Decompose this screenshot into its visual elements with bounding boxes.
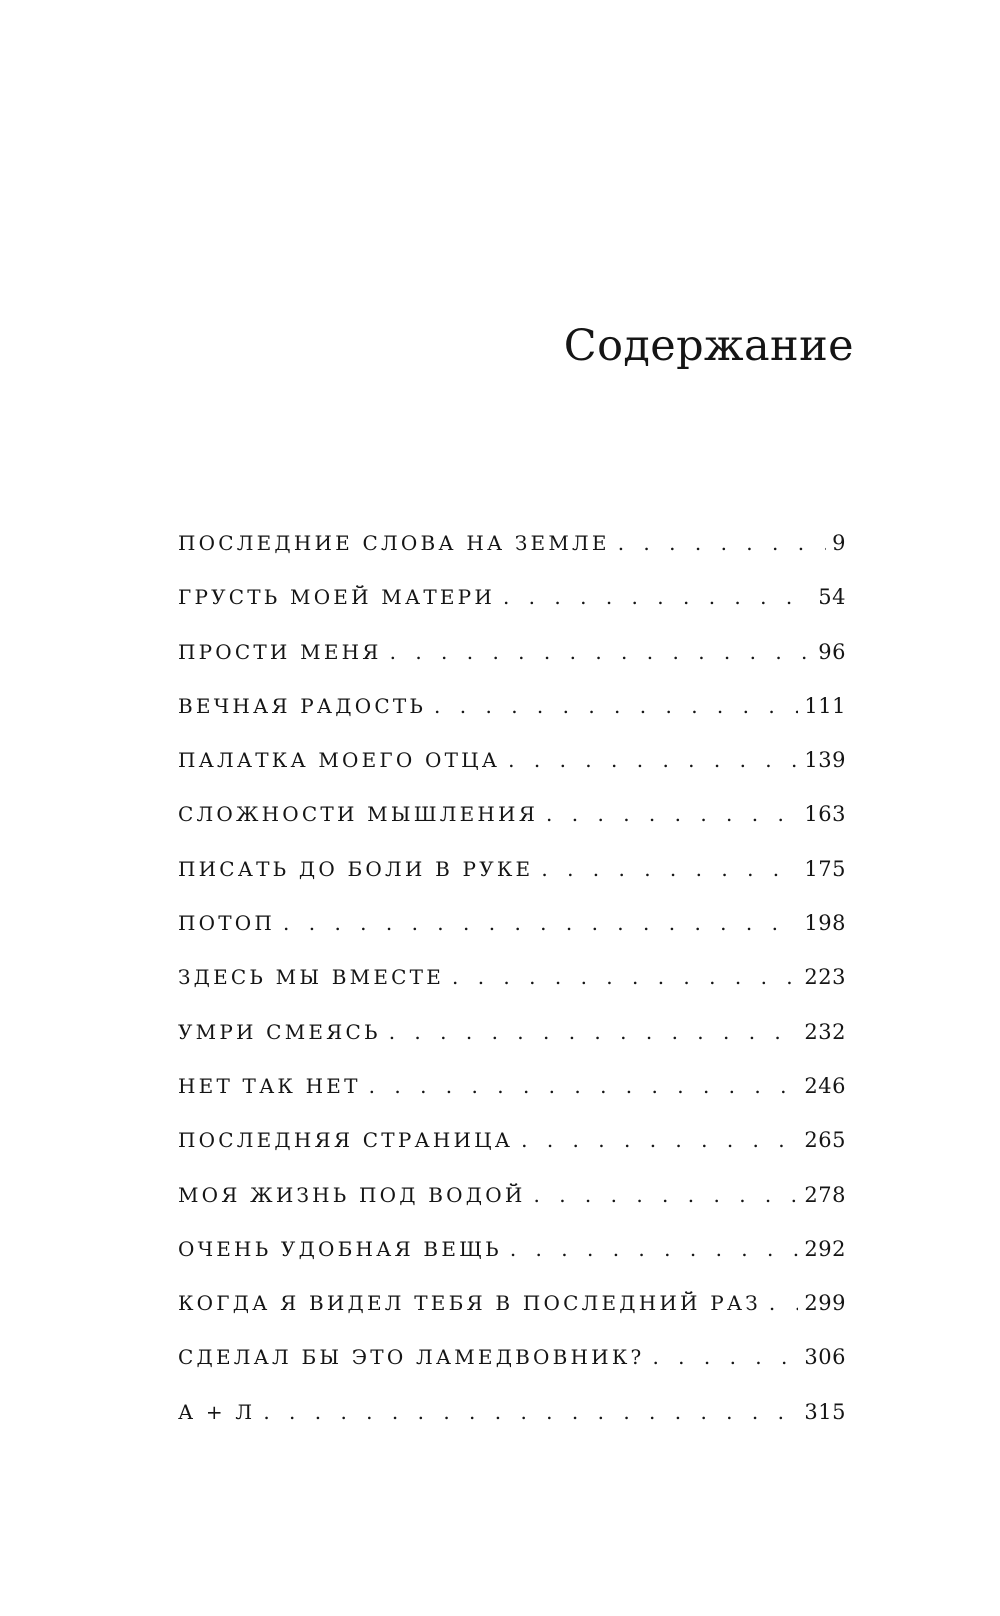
toc-entry: [178, 1011, 846, 1065]
toc-entry: [178, 1228, 846, 1282]
dot-leader: [546, 793, 798, 835]
dot-leader: [452, 956, 798, 998]
toc-page-number: 299: [804, 1291, 846, 1316]
toc-page-number: 246: [804, 1073, 846, 1098]
toc-entry-title: МОЯ ЖИЗНЬ ПОД ВОДОЙ: [178, 1182, 526, 1207]
toc-entry: [178, 631, 846, 685]
toc-entry: [178, 1336, 846, 1390]
dot-leader: [283, 902, 798, 944]
toc-entry-title: ЗДЕСЬ МЫ ВМЕСТЕ: [178, 965, 444, 990]
dot-leader: [510, 1228, 799, 1270]
toc-page-number: 111: [804, 693, 846, 718]
dot-leader: [652, 1336, 798, 1378]
toc-entry-title: СДЕЛАЛ БЫ ЭТО ЛАМЕДВОВНИК?: [178, 1345, 645, 1370]
toc-page-number: 232: [804, 1019, 846, 1044]
toc-entry: [178, 793, 846, 847]
dot-leader: [369, 1065, 799, 1107]
toc-entry-title: ГРУСТЬ МОЕЙ МАТЕРИ: [178, 585, 495, 610]
page-title: Содержание: [563, 320, 854, 371]
toc-page-number: 175: [804, 856, 846, 881]
toc-page-number: 223: [804, 965, 846, 990]
dot-leader: [533, 1174, 798, 1216]
toc-page-number: 278: [804, 1182, 846, 1207]
toc-page-number: 292: [804, 1236, 846, 1261]
toc-page-number: 265: [804, 1128, 846, 1153]
toc-entry-title: ОЧЕНЬ УДОБНАЯ ВЕЩЬ: [178, 1236, 502, 1261]
toc-page-number: 54: [818, 585, 846, 610]
dot-leader: [263, 1391, 798, 1433]
toc-entry-title: ПОСЛЕДНЯЯ СТРАНИЦА: [178, 1128, 514, 1153]
toc-entry-title: ПАЛАТКА МОЕГО ОТЦА: [178, 748, 501, 773]
toc-entry: [178, 1282, 846, 1336]
toc-entry-title: ПИСАТЬ ДО БОЛИ В РУКЕ: [178, 856, 534, 881]
dot-leader: [503, 576, 812, 618]
toc-entry-title: ПРОСТИ МЕНЯ: [178, 639, 382, 664]
toc-entry: [178, 576, 846, 630]
dot-leader: [390, 631, 813, 673]
toc-page-number: 306: [804, 1345, 846, 1370]
toc-entry: [178, 848, 846, 902]
dot-leader: [434, 685, 798, 727]
toc-entry: [178, 1391, 846, 1445]
toc-page-number: 315: [804, 1399, 846, 1424]
dot-leader: [389, 1011, 799, 1053]
dot-leader: [769, 1282, 799, 1324]
toc-page-number: 9: [832, 531, 846, 555]
toc-entry-title: ПОСЛЕДНИЕ СЛОВА НА ЗЕМЛЕ: [178, 531, 610, 555]
toc-entry-title: НЕТ ТАК НЕТ: [178, 1073, 361, 1098]
toc-entry: [178, 1174, 846, 1228]
toc-page-number: 198: [804, 911, 846, 936]
toc-page-number: 139: [804, 748, 846, 773]
dot-leader: [541, 848, 798, 890]
toc-entry-title: ВЕЧНАЯ РАДОСТЬ: [178, 693, 427, 718]
toc-entry-title: КОГДА Я ВИДЕЛ ТЕБЯ В ПОСЛЕДНИЙ РАЗ: [178, 1291, 761, 1316]
toc-entry: [178, 522, 846, 576]
toc-entry: [178, 685, 846, 739]
dot-leader: [521, 1119, 798, 1161]
toc-entry: [178, 739, 846, 793]
dot-leader: [618, 522, 826, 564]
toc-entry: [178, 1065, 846, 1119]
toc-entry-title: ПОТОП: [178, 911, 276, 936]
toc-entry-title: А + Л: [178, 1399, 256, 1424]
toc-entry-title: СЛОЖНОСТИ МЫШЛЕНИЯ: [178, 802, 539, 827]
toc-entry: [178, 902, 846, 956]
table-of-contents: [178, 522, 846, 1445]
dot-leader: [508, 739, 798, 781]
toc-page-number: 163: [804, 802, 846, 827]
toc-entry: [178, 956, 846, 1010]
toc-entry-title: УМРИ СМЕЯСЬ: [178, 1019, 381, 1044]
toc-entry: [178, 1119, 846, 1173]
toc-page-number: 96: [818, 639, 846, 664]
